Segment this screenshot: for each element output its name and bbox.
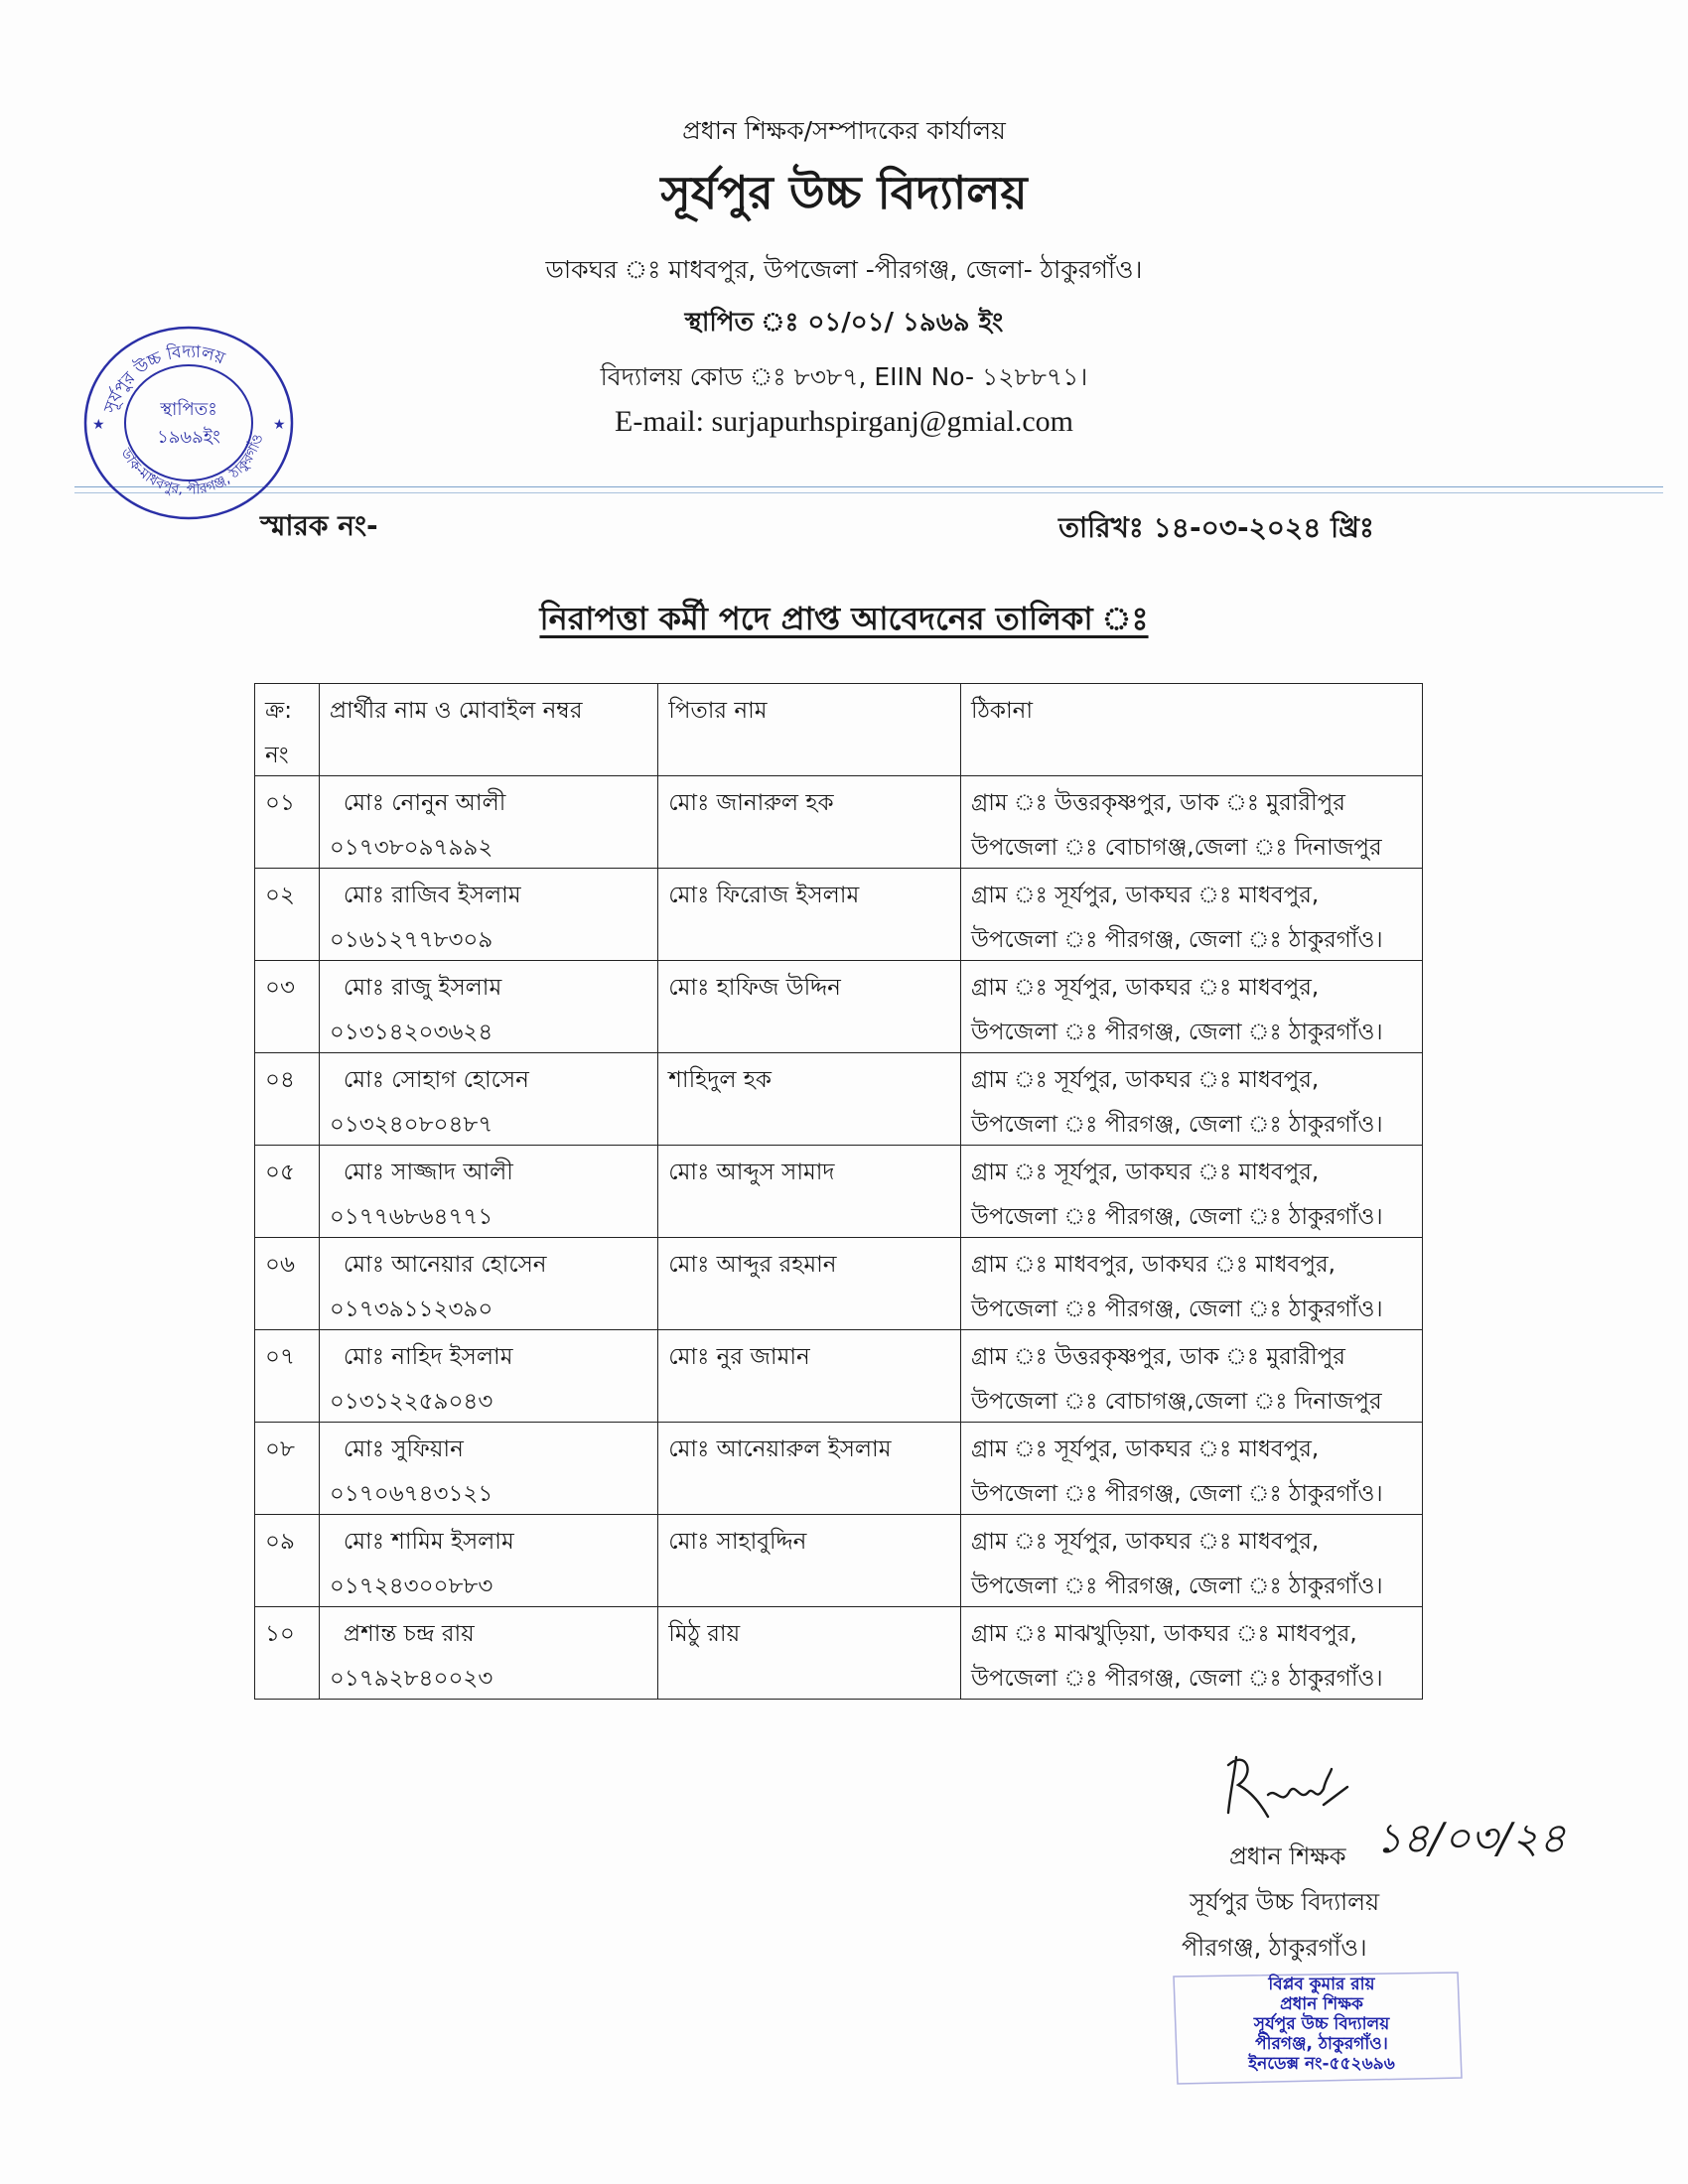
cell-serial: ০৪	[255, 1053, 320, 1146]
address-line-1: গ্রাম ঃ সূর্যপুর, ডাকঘর ঃ মাধবপুর,	[971, 883, 1320, 908]
address-line-1: গ্রাম ঃ সূর্যপুর, ডাকঘর ঃ মাধবপুর,	[971, 1529, 1320, 1555]
header-father: পিতার নাম	[658, 684, 961, 776]
header-serial-line2: নং	[265, 743, 289, 768]
applicant-mobile: ০১৭০৬৭৪৩১২১	[329, 1481, 493, 1507]
stamp-designation: প্রধান শিক্ষক	[1280, 1994, 1363, 2014]
cell-serial: ০৩	[255, 961, 320, 1053]
cell-father: মোঃ আব্দুর রহমান	[658, 1238, 961, 1330]
cell-father: মোঃ জানারুল হক	[658, 776, 961, 869]
header-serial-line1: ক্র:	[265, 698, 292, 724]
cell-father: মিঠু রায়	[658, 1607, 961, 1700]
cell-father: মোঃ আব্দুস সামাদ	[658, 1146, 961, 1238]
cell-father: মোঃ হাফিজ উদ্দিন	[658, 961, 961, 1053]
cell-address	[961, 1607, 1423, 1700]
table-row	[255, 1053, 1423, 1146]
address-line-2: উপজেলা ঃ বোচাগঞ্জ,জেলা ঃ দিনাজপুর	[971, 1389, 1382, 1415]
address-line-2: উপজেলা ঃ পীরগঞ্জ, জেলা ঃ ঠাকুরগাঁও।	[971, 1020, 1383, 1045]
cell-name-mobile	[319, 1330, 657, 1423]
table-row	[255, 869, 1423, 961]
cell-serial: ০৬	[255, 1238, 320, 1330]
applicant-mobile: ০১৭৩৯১১২৩৯০	[329, 1297, 493, 1322]
signature-date: ১৪/০৩/২৪	[1375, 1814, 1566, 1862]
seal-star-icon: ★	[92, 417, 105, 433]
cell-father: মোঃ সাহাবুদ্দিন	[658, 1515, 961, 1607]
applicant-name: মোঃ শামিম ইসলাম	[343, 1529, 514, 1555]
cell-name-mobile	[319, 1238, 657, 1330]
address-line-2: উপজেলা ঃ পীরগঞ্জ, জেলা ঃ ঠাকুরগাঁও।	[971, 1573, 1383, 1599]
header-name-mobile: প্রার্থীর নাম ও মোবাইল নম্বর	[319, 684, 657, 776]
cell-father: মোঃ ফিরোজ ইসলাম	[658, 869, 961, 961]
address-line-1: গ্রাম ঃ মাঝখুড়িয়া, ডাকঘর ঃ মাধবপুর,	[971, 1621, 1357, 1647]
cell-address	[961, 1515, 1423, 1607]
applicant-name: মোঃ রাজিব ইসলাম	[343, 883, 521, 908]
cell-father: মোঃ আনেয়ারুল ইসলাম	[658, 1423, 961, 1515]
cell-serial: ০২	[255, 869, 320, 961]
list-title: নিরাপত্তা কর্মী পদে প্রাপ্ত আবেদনের তালিকা ঃ	[539, 600, 1149, 637]
headmaster-title: প্রধান শিক্ষক	[1229, 1843, 1346, 1870]
cell-serial: ০১	[255, 776, 320, 869]
cell-name-mobile	[319, 1053, 657, 1146]
applicant-name: মোঃ সোহাগ হোসেন	[343, 1067, 529, 1093]
address-line-2: উপজেলা ঃ পীরগঞ্জ, জেলা ঃ ঠাকুরগাঁও।	[971, 1204, 1383, 1230]
applicant-mobile: ০১৭৩৮০৯৭৯৯২	[329, 835, 493, 861]
seal-center-label: স্থাপিতঃ	[160, 399, 217, 420]
signature-place: পীরগঞ্জ, ঠাকুরগাঁও।	[1182, 1934, 1367, 1962]
seal-bottom-text: ডাক-মাধবপুর, পীরগঞ্জ, ঠাকুরগাঁও	[117, 432, 267, 499]
cell-address	[961, 1146, 1423, 1238]
stamp-name: বিপ্লব কুমার রায়	[1268, 1975, 1375, 1994]
seal-center-year: ১৯৬৯ইং	[157, 427, 220, 448]
header-address: ঠিকানা	[961, 684, 1423, 776]
stamp-school: সূর্যপুর উচ্চ বিদ্যালয়	[1253, 2014, 1390, 2034]
applicants-table	[254, 683, 1423, 1700]
address-line-2: উপজেলা ঃ পীরগঞ্জ, জেলা ঃ ঠাকুরগাঁও।	[971, 1666, 1383, 1692]
seal-star-icon: ★	[273, 417, 286, 433]
applicant-mobile: ০১৭৭৬৮৬৪৭৭১	[329, 1204, 493, 1230]
memo-number-label: স্মারক নং-	[260, 509, 378, 542]
table-row	[255, 1607, 1423, 1700]
table-row	[255, 1423, 1423, 1515]
cell-name-mobile	[319, 961, 657, 1053]
seal-top-text: সূর্যপুর উচ্চ বিদ্যালয়	[100, 341, 228, 416]
cell-father: মোঃ নুর জামান	[658, 1330, 961, 1423]
address-line-2: উপজেলা ঃ পীরগঞ্জ, জেলা ঃ ঠাকুরগাঁও।	[971, 1112, 1383, 1138]
address-line-1: গ্রাম ঃ উত্তরকৃষ্ণপুর, ডাক ঃ মুরারীপুর	[971, 1344, 1345, 1370]
address-line-1: গ্রাম ঃ সূর্যপুর, ডাকঘর ঃ মাধবপুর,	[971, 1160, 1320, 1185]
cell-father: শাহিদুল হক	[658, 1053, 961, 1146]
stamp-index: ইনডেক্স নং-৫৫২৬৯৬	[1248, 2054, 1395, 2074]
applicant-name: মোঃ আনেয়ার হোসেন	[343, 1252, 547, 1278]
cell-address	[961, 1330, 1423, 1423]
address-line-1: গ্রাম ঃ উত্তরকৃষ্ণপুর, ডাক ঃ মুরারীপুর	[971, 790, 1345, 816]
cell-serial: ০৭	[255, 1330, 320, 1423]
applicant-mobile: ০১৩১২২৫৯০৪৩	[329, 1389, 493, 1415]
cell-name-mobile	[319, 1515, 657, 1607]
applicant-mobile: ০১৩১৪২০৩৬২৪	[329, 1020, 493, 1045]
cell-address	[961, 961, 1423, 1053]
cell-name-mobile	[319, 1607, 657, 1700]
cell-address	[961, 869, 1423, 961]
table-row	[255, 1330, 1423, 1423]
school-seal	[74, 316, 303, 526]
address-line-2: উপজেলা ঃ পীরগঞ্জ, জেলা ঃ ঠাকুরগাঁও।	[971, 1481, 1383, 1507]
stamp-text	[1178, 1975, 1466, 2074]
applicant-name: মোঃ নোনুন আলী	[343, 790, 506, 816]
table-row	[255, 961, 1423, 1053]
letter-date: তারিখঃ ১৪-০৩-২০২৪ খ্রিঃ	[1058, 511, 1374, 544]
cell-name-mobile	[319, 1423, 657, 1515]
cell-address	[961, 1423, 1423, 1515]
address-line-1: গ্রাম ঃ সূর্যপুর, ডাকঘর ঃ মাধবপুর,	[971, 975, 1320, 1001]
address-line-1: গ্রাম ঃ মাধবপুর, ডাকঘর ঃ মাধবপুর,	[971, 1252, 1336, 1278]
table-header-row	[255, 684, 1423, 776]
cell-serial: ০৮	[255, 1423, 320, 1515]
cell-name-mobile	[319, 776, 657, 869]
table-row	[255, 1238, 1423, 1330]
established-date: স্থাপিত ঃ ০১/০১/ ১৯৬৯ ইং	[684, 308, 1004, 338]
address-line-1: গ্রাম ঃ সূর্যপুর, ডাকঘর ঃ মাধবপুর,	[971, 1436, 1320, 1462]
cell-serial: ০৫	[255, 1146, 320, 1238]
applicant-name: মোঃ রাজু ইসলাম	[343, 975, 502, 1001]
school-email: E-mail: surjapurhspirganj@gmial.com	[615, 405, 1073, 438]
address-line-1: গ্রাম ঃ সূর্যপুর, ডাকঘর ঃ মাধবপুর,	[971, 1067, 1320, 1093]
signature-school: সূর্যপুর উচ্চ বিদ্যালয়	[1190, 1888, 1380, 1916]
address-line-2: উপজেলা ঃ বোচাগঞ্জ,জেলা ঃ দিনাজপুর	[971, 835, 1382, 861]
cell-address	[961, 1238, 1423, 1330]
address-line-2: উপজেলা ঃ পীরগঞ্জ, জেলা ঃ ঠাকুরগাঁও।	[971, 1297, 1383, 1322]
stamp-place: পীরগঞ্জ, ঠাকুরগাঁও।	[1255, 2034, 1388, 2054]
school-address: ডাকঘর ঃ মাধবপুর, উপজেলা -পীরগঞ্জ, জেলা- ঠাকুরগাঁও।	[545, 255, 1143, 284]
applicant-mobile: ০১৩২৪০৮০৪৮৭	[329, 1112, 493, 1138]
cell-name-mobile	[319, 869, 657, 961]
header-divider-secondary	[74, 492, 1663, 493]
school-code: বিদ্যালয় কোড ঃ ৮৩৮৭, EIIN No- ১২৮৮৭১।	[600, 362, 1088, 391]
applicant-mobile: ০১৭৯২৮৪০০২৩	[329, 1666, 493, 1692]
table-row	[255, 1146, 1423, 1238]
applicant-name: মোঃ সুফিয়ান	[343, 1436, 464, 1462]
applicant-mobile: ০১৭২৪৩০০৮৮৩	[329, 1573, 493, 1599]
cell-serial: ১০	[255, 1607, 320, 1700]
applicant-name: প্রশান্ত চন্দ্র রায়	[343, 1621, 475, 1647]
table-row	[255, 1515, 1423, 1607]
table-row	[255, 776, 1423, 869]
cell-address	[961, 1053, 1423, 1146]
applicant-mobile: ০১৬১২৭৭৮৩০৯	[329, 927, 493, 953]
office-heading: প্রধান শিক্ষক/সম্পাদকের কার্যালয়	[682, 116, 1006, 145]
applicant-name: মোঃ নাহিদ ইসলাম	[343, 1344, 513, 1370]
header-divider	[74, 486, 1663, 487]
cell-serial: ০৯	[255, 1515, 320, 1607]
cell-address	[961, 776, 1423, 869]
applicant-name: মোঃ সাজ্জাদ আলী	[343, 1160, 513, 1185]
header-serial	[255, 684, 320, 776]
cell-name-mobile	[319, 1146, 657, 1238]
address-line-2: উপজেলা ঃ পীরগঞ্জ, জেলা ঃ ঠাকুরগাঁও।	[971, 927, 1383, 953]
school-name: সূর্যপুর উচ্চ বিদ্যালয়	[660, 166, 1028, 219]
